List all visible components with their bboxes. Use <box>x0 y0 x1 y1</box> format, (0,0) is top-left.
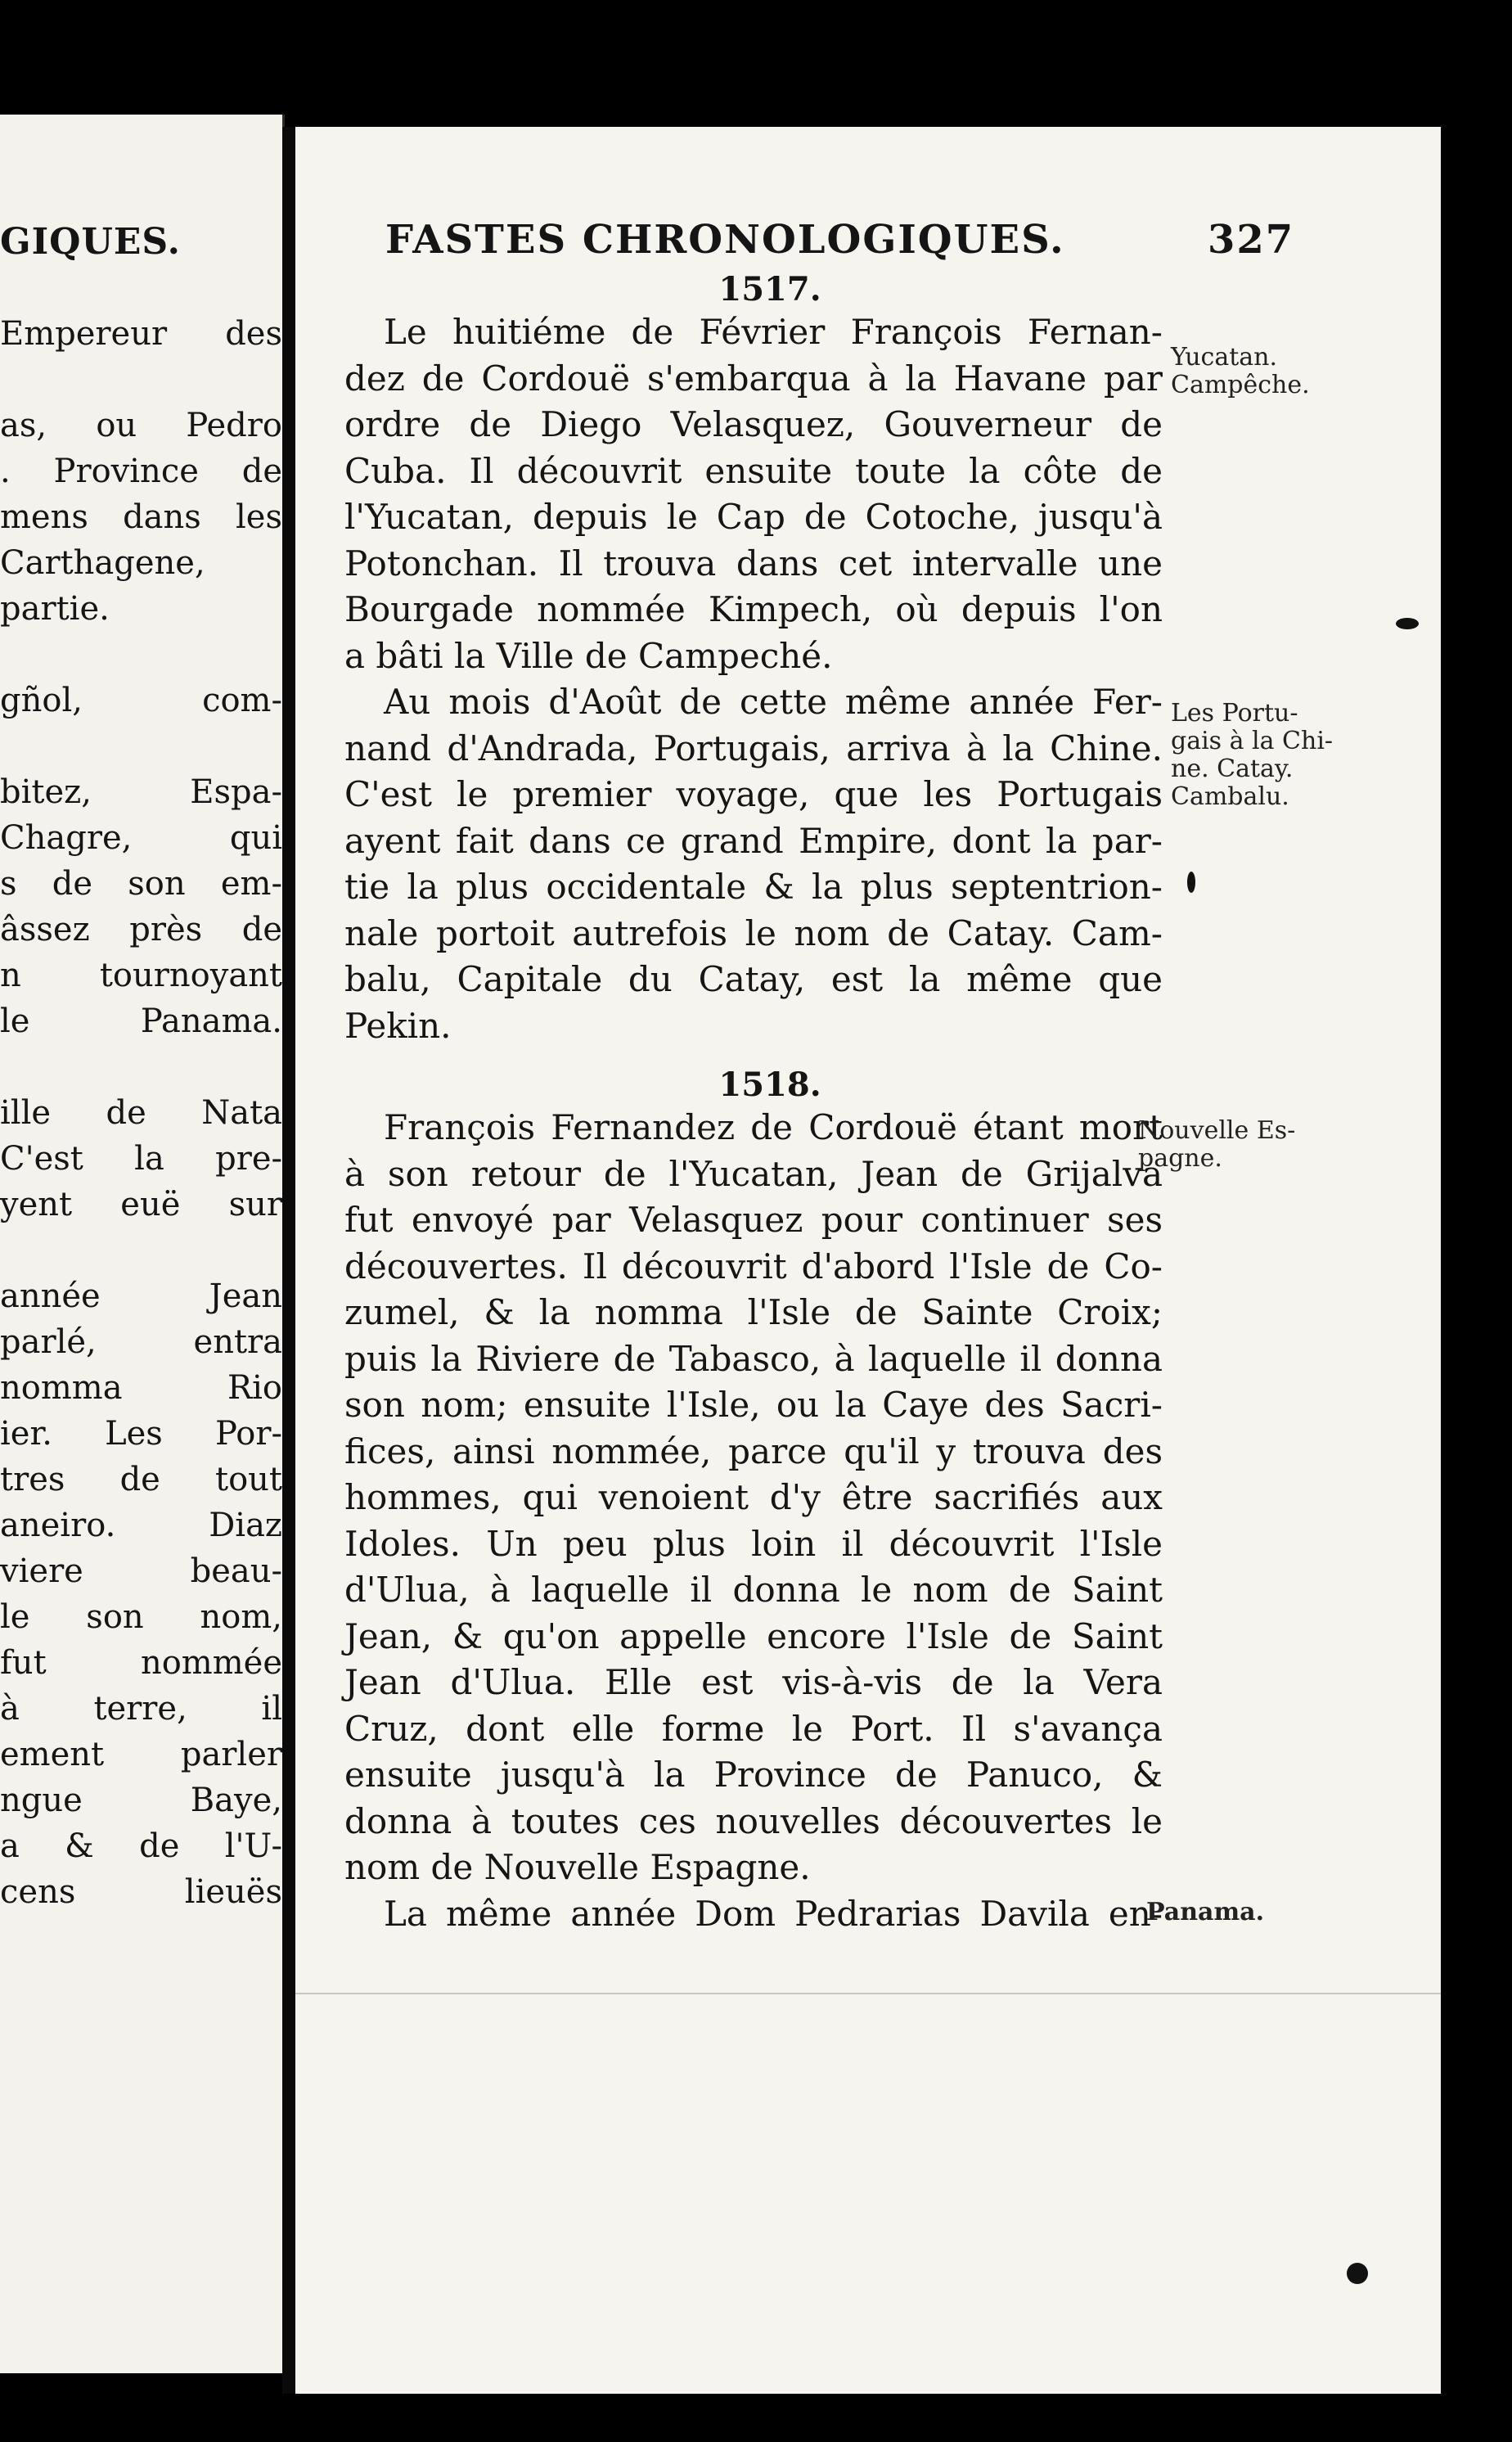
left-line: le son nom, <box>0 1598 282 1636</box>
running-header <box>385 217 1416 263</box>
text-line: donna à toutes ces nouvelles découvertes le <box>344 1800 1163 1841</box>
left-line <box>0 1228 282 1273</box>
left-line: fut nommée <box>0 1644 282 1682</box>
text-line: ordre de Diego Velasquez, Gouverneur de <box>344 404 1163 444</box>
year-heading-1518: 1518. <box>718 1066 821 1104</box>
text-line: balu, Capitale du Catay, est la même que <box>344 959 1163 999</box>
left-line: bitez, Espa- <box>0 773 282 811</box>
left-facing-page <box>0 115 285 2373</box>
paragraph <box>344 309 1163 679</box>
text-line: a bâti la Ville de Campeché. <box>344 635 833 676</box>
text-line: nand d'Andrada, Portugais, arriva à la Chine. <box>344 728 1163 768</box>
left-line: viere beau- <box>0 1552 282 1590</box>
text-line: Bourgade nommée Kimpech, où depuis l'on <box>344 589 1163 629</box>
left-line: année Jean <box>0 1277 282 1315</box>
margin-note-yucatan <box>1171 344 1367 399</box>
left-line: Empereur des <box>0 315 282 353</box>
left-line: ille de Nata <box>0 1094 282 1132</box>
text-line: puis la Riviere de Tabasco, à laquelle il donna <box>344 1338 1163 1379</box>
text-line: nom de Nouvelle Espagne. <box>344 1847 811 1887</box>
ink-speck <box>1187 872 1195 893</box>
ink-speck <box>1347 2263 1368 2284</box>
text-line: Jean, & qu'on appelle encore l'Isle de Saint <box>344 1615 1163 1656</box>
main-page <box>282 127 1441 2394</box>
year-heading-1517: 1517. <box>718 270 821 309</box>
margin-note-line: Les Portu- <box>1171 699 1298 728</box>
text-line: Le huitiéme de Février François Fernan- <box>384 312 1163 352</box>
left-line: a & de l'U- <box>0 1827 282 1865</box>
left-line: parlé, entra <box>0 1323 282 1361</box>
left-line: mens dans les <box>0 498 282 536</box>
left-line: tres de tout <box>0 1461 282 1498</box>
text-line: l'Yucatan, depuis le Cap de Cotoche, jusqu'à <box>344 497 1163 537</box>
ink-speck <box>1396 618 1419 629</box>
body-text <box>344 270 1163 1937</box>
margin-note-line: Campêche. <box>1171 371 1310 399</box>
text-line: Potonchan. Il trouva dans cet intervalle une <box>344 543 1163 583</box>
text-line: La même année Dom Pedrarias Davila en- <box>384 1893 1163 1934</box>
page-number: 327 <box>1208 217 1295 263</box>
left-line: . Province de <box>0 453 282 490</box>
left-line: C'est la pre- <box>0 1140 282 1178</box>
text-line: d'Ulua, à laquelle il donna le nom de Saint <box>344 1570 1163 1610</box>
text-line: Cruz, dont elle forme le Port. Il s'avança <box>344 1708 1163 1749</box>
margin-note-panama <box>1146 1899 1343 1926</box>
left-line: yent euë sur <box>0 1186 282 1223</box>
left-line <box>0 632 282 678</box>
text-line: dez de Cordouë s'embarqua à la Havane par <box>344 358 1163 399</box>
text-line: découvertes. Il découvrit d'abord l'Isle de Co- <box>344 1246 1163 1286</box>
text-line: tie la plus occidentale & la plus septentrion- <box>344 867 1163 907</box>
margin-note-portugais <box>1171 700 1367 811</box>
left-line: as, ou Pedro <box>0 407 282 444</box>
page-divider-line <box>295 1993 1441 1994</box>
text-line: nale portoit autrefois le nom de Catay. Cam- <box>344 912 1163 953</box>
text-line: Idoles. Un peu plus loin il découvrit l'Isle <box>344 1523 1163 1564</box>
text-line: Cuba. Il découvrit ensuite toute la côte de <box>344 450 1163 491</box>
left-page-header: GIQUES. <box>0 221 181 263</box>
left-line: gñol, com- <box>0 682 282 719</box>
left-line: s de son em- <box>0 865 282 903</box>
margin-note-line: Cambalu. <box>1171 782 1289 811</box>
margin-note-line: Yucatan. <box>1171 343 1278 372</box>
paragraph <box>344 679 1163 1049</box>
left-line: cens lieuës <box>0 1873 282 1911</box>
margin-note-line: gais à la Chi- <box>1171 727 1334 755</box>
left-line <box>0 1044 282 1090</box>
text-line: zumel, & la nomma l'Isle de Sainte Croix; <box>344 1292 1163 1332</box>
left-line: à terre, il <box>0 1690 282 1728</box>
left-line: ier. Les Por- <box>0 1415 282 1453</box>
margin-note-line: ne. Catay. <box>1171 755 1294 783</box>
left-line: le Panama. <box>0 1002 282 1040</box>
text-line: à son retour de l'Yucatan, Jean de Grijalva <box>344 1153 1163 1194</box>
left-line: aneiro. Diaz <box>0 1507 282 1544</box>
left-line: Carthagene, <box>0 544 205 582</box>
left-line <box>0 357 282 403</box>
text-line: hommes, qui venoient d'y être sacrifiés aux <box>344 1477 1163 1517</box>
paragraph <box>344 1105 1163 1891</box>
text-line: son nom; ensuite l'Isle, ou la Caye des Sacri- <box>344 1385 1163 1425</box>
text-line: Jean d'Ulua. Elle est vis-à-vis de la Vera <box>344 1662 1163 1702</box>
header-title: FASTES CHRONOLOGIQUES. <box>385 217 1065 263</box>
left-line: nomma Rio <box>0 1369 282 1407</box>
text-line: Au mois d'Août de cette même année Fer- <box>384 682 1163 722</box>
left-line: âssez près de <box>0 911 282 948</box>
text-line: fices, ainsi nommée, parce qu'il y trouva des <box>344 1431 1163 1471</box>
text-line: Pekin. <box>344 1005 452 1046</box>
margin-note-nouvelle-espagne <box>1138 1117 1334 1173</box>
text-line: ensuite jusqu'à la Province de Panuco, & <box>344 1755 1163 1795</box>
left-line: Chagre, qui <box>0 819 282 857</box>
left-line: n tournoyant <box>0 957 282 994</box>
left-page-text <box>0 311 282 1915</box>
paragraph <box>344 1891 1163 1938</box>
margin-note-line: Panama. <box>1146 1898 1265 1926</box>
margin-note-line: Nouvelle Es- <box>1138 1116 1296 1145</box>
text-line: fut envoyé par Velasquez pour continuer ses <box>344 1200 1163 1240</box>
left-line: ement parler <box>0 1736 282 1773</box>
text-line: ayent fait dans ce grand Empire, dont la par- <box>344 820 1163 861</box>
text-line: C'est le premier voyage, que les Portugais <box>344 774 1163 814</box>
left-line: partie. <box>0 590 110 628</box>
left-line <box>0 723 282 769</box>
left-line: ngue Baye, <box>0 1782 282 1819</box>
margin-note-line: pagne. <box>1138 1144 1222 1173</box>
text-line: François Fernandez de Cordouë étant mort <box>384 1107 1163 1147</box>
